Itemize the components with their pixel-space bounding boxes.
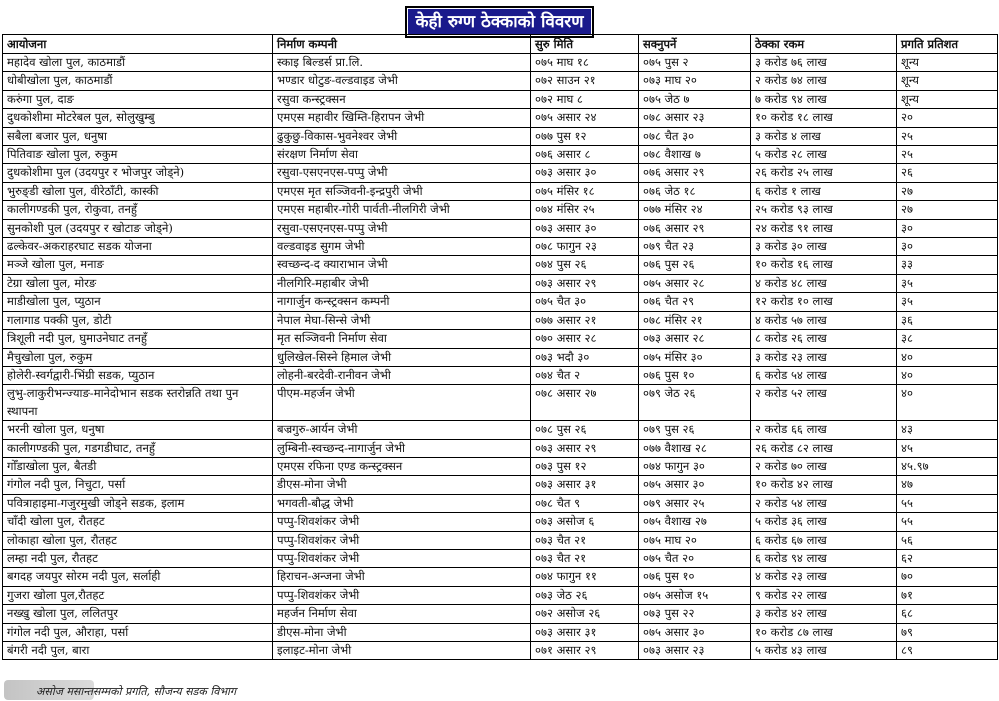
cell-start-date: ०७५ चैत ३० [531, 293, 639, 311]
cell-contract-amount: ३ करोड २३ लाख [751, 348, 897, 366]
cell-contract-amount: २६ करोड ८२ लाख [751, 439, 897, 457]
cell-start-date: ०७४ चैत २ [531, 366, 639, 384]
cell-start-date: ०७३ असार २९ [531, 439, 639, 457]
cell-project: गुजरा खोला पुल,रौतहट [3, 586, 273, 604]
cell-company: भगवती-बौद्ध जेभी [273, 494, 531, 512]
cell-due-date: ०७५ चैत २० [639, 549, 751, 567]
cell-due-date: ०७७ वैशाख २८ [639, 439, 751, 457]
cell-contract-amount: ४ करोड २३ लाख [751, 568, 897, 586]
cell-due-date: ०७५ असार २८ [639, 274, 751, 292]
cell-due-date: ०७५ असार ३० [639, 476, 751, 494]
cell-project: लोकाहा खोला पुल, रौतहट [3, 531, 273, 549]
table-row [3, 127, 998, 145]
cell-start-date: ०७८ चैत ९ [531, 494, 639, 512]
cell-contract-amount: २५ करोड ९३ लाख [751, 201, 897, 219]
cell-company: पप्पु-शिवशंकर जेभी [273, 513, 531, 531]
cell-start-date: ०७३ जेठ २६ [531, 586, 639, 604]
cell-company: एमएस महाबीर-गोरी पार्वती-नीलगिरी जेभी [273, 201, 531, 219]
cell-progress-percent: शून्य [897, 72, 998, 90]
cell-due-date: ०७६ असार २९ [639, 219, 751, 237]
cell-progress-percent: २५ [897, 127, 998, 145]
cell-progress-percent: २० [897, 109, 998, 127]
table-row [3, 90, 998, 108]
cell-start-date: ०७३ चैत २१ [531, 549, 639, 567]
table-row [3, 293, 998, 311]
cell-contract-amount: ३ करोड ७६ लाख [751, 54, 897, 72]
cell-start-date: ०७४ फागुन ११ [531, 568, 639, 586]
cell-progress-percent: ३० [897, 238, 998, 256]
cell-due-date: ०७६ चैत २९ [639, 293, 751, 311]
cell-contract-amount: ५ करोड ४३ लाख [751, 642, 897, 660]
cell-due-date: ०७५ असार ३० [639, 623, 751, 641]
cell-progress-percent: २७ [897, 182, 998, 200]
cell-company: इलाइट-मोना जेभी [273, 642, 531, 660]
column-header-start-date: सुरु मिति [531, 35, 639, 54]
cell-contract-amount: ३ करोड ४२ लाख [751, 605, 897, 623]
cell-due-date: ०७५ असोज १५ [639, 586, 751, 604]
cell-contract-amount: २६ करोड २५ लाख [751, 164, 897, 182]
cell-project: भुरुङ्डी खोला पुल, वीरेठाँटी, कास्की [3, 182, 273, 200]
table-row [3, 642, 998, 660]
cell-contract-amount: ३ करोड ३० लाख [751, 238, 897, 256]
cell-progress-percent: ८९ [897, 642, 998, 660]
table-row [3, 439, 998, 457]
cell-start-date: ०७८ फागुन २३ [531, 238, 639, 256]
cell-company: हिराचन-अन्जना जेभी [273, 568, 531, 586]
cell-project: त्रिशूली नदी पुल, घुमाउनेघाट तनहुँ [3, 330, 273, 348]
cell-progress-percent: २७ [897, 201, 998, 219]
cell-company: एमएस महावीर खिम्ति-हिरापन जेभी [273, 109, 531, 127]
cell-start-date: ०७३ भदौ ३० [531, 348, 639, 366]
cell-project: नख्खु खोला पुल, ललितपुर [3, 605, 273, 623]
table-row [3, 348, 998, 366]
cell-start-date: ०७३ चैत २१ [531, 531, 639, 549]
cell-contract-amount: १२ करोड १० लाख [751, 293, 897, 311]
cell-company: मृत सञ्जिवनी निर्माण सेवा [273, 330, 531, 348]
cell-project: गलागाड पक्की पुल, डोटी [3, 311, 273, 329]
cell-project: कालीगण्डकी पुल, रोकुवा, तनहुँ [3, 201, 273, 219]
cell-contract-amount: ९ करोड २२ लाख [751, 586, 897, 604]
cell-start-date: ०७१ असार २९ [531, 642, 639, 660]
cell-due-date: ०७३ माघ २० [639, 72, 751, 90]
cell-start-date: ०७४ मंसिर २५ [531, 201, 639, 219]
cell-progress-percent: ३३ [897, 256, 998, 274]
cell-start-date: ०७३ असार ३० [531, 164, 639, 182]
cell-progress-percent: ५५ [897, 513, 998, 531]
cell-progress-percent: ४० [897, 348, 998, 366]
cell-due-date: ०७८ असार २३ [639, 109, 751, 127]
cell-company: नागार्जुन कन्स्ट्रक्सन कम्पनी [273, 293, 531, 311]
cell-project: बगदह जयपुर सोरम नदी पुल, सर्लाही [3, 568, 273, 586]
cell-start-date: ०७३ असार ३० [531, 219, 639, 237]
cell-company: पप्पु-शिवशंकर जेभी [273, 531, 531, 549]
cell-progress-percent: ७१ [897, 586, 998, 604]
table-row [3, 109, 998, 127]
cell-project: मञ्जे खोला पुल, मनाङ [3, 256, 273, 274]
cell-progress-percent: ३६ [897, 311, 998, 329]
table-row [3, 476, 998, 494]
cell-contract-amount: १० करोड १६ लाख [751, 256, 897, 274]
cell-progress-percent: ३० [897, 219, 998, 237]
cell-progress-percent: २६ [897, 164, 998, 182]
cell-company: लुम्बिनी-स्वच्छन्द-नागार्जुन जेभी [273, 439, 531, 457]
cell-due-date: ०७९ चैत २३ [639, 238, 751, 256]
cell-project: गोँडाखोला पुल, बैतडी [3, 457, 273, 475]
cell-start-date: ०७८ असार २७ [531, 385, 639, 421]
table-body [3, 54, 998, 660]
cell-progress-percent: ५५ [897, 494, 998, 512]
cell-project: कालीगण्डकी पुल, गडगडीघाट, तनहुँ [3, 439, 273, 457]
cell-project: होलेरी-स्वर्गद्वारी-भिंग्री सडक, प्युठान [3, 366, 273, 384]
cell-due-date: ०७६ असार २९ [639, 164, 751, 182]
cell-company: वल्डवाइड सुगम जेभी [273, 238, 531, 256]
cell-progress-percent: ४५ [897, 439, 998, 457]
cell-project: महादेव खोला पुल, काठमाडौं [3, 54, 273, 72]
cell-company: बज्रगुरु-आर्यन जेभी [273, 421, 531, 439]
cell-progress-percent: ६२ [897, 549, 998, 567]
cell-contract-amount: २ करोड ६६ लाख [751, 421, 897, 439]
cell-project: सुनकोशी पुल (उदयपुर र खोटाङ जोड्ने) [3, 219, 273, 237]
page-title: केही रुग्ण ठेक्काको विवरण [405, 6, 593, 38]
table-row [3, 568, 998, 586]
table-header-row [3, 35, 998, 54]
cell-project: ढल्केवर-अकराहरघाट सडक योजना [3, 238, 273, 256]
table-row [3, 182, 998, 200]
cell-company: डीएस-मोना जेभी [273, 623, 531, 641]
cell-start-date: ०७५ माघ १८ [531, 54, 639, 72]
table-row [3, 238, 998, 256]
table-row [3, 421, 998, 439]
cell-due-date: ०७६ जेठ १८ [639, 182, 751, 200]
table-row [3, 549, 998, 567]
cell-project: सबैला बजार पुल, धनुषा [3, 127, 273, 145]
cell-progress-percent: ४३ [897, 421, 998, 439]
table-row [3, 494, 998, 512]
cell-contract-amount: ७ करोड ९४ लाख [751, 90, 897, 108]
cell-due-date: ०७८ मंसिर २१ [639, 311, 751, 329]
cell-due-date: ०७६ पुस २६ [639, 256, 751, 274]
table-row [3, 54, 998, 72]
cell-contract-amount: ४ करोड ४८ लाख [751, 274, 897, 292]
cell-due-date: ०७९ असार २५ [639, 494, 751, 512]
cell-start-date: ०७३ असार ३१ [531, 623, 639, 641]
column-header-progress-percent: प्रगति प्रतिशत [897, 35, 998, 54]
table-row [3, 330, 998, 348]
cell-project: गंगोल नदी पुल, निचुटा, पर्सा [3, 476, 273, 494]
cell-project: भरनी खोला पुल, धनुषा [3, 421, 273, 439]
contracts-table [2, 34, 998, 660]
cell-progress-percent: ५६ [897, 531, 998, 549]
cell-contract-amount: २४ करोड ९१ लाख [751, 219, 897, 237]
cell-progress-percent: ३८ [897, 330, 998, 348]
table-row [3, 531, 998, 549]
cell-project: मैचुखोला पुल, रुकुम [3, 348, 273, 366]
column-header-project: आयोजना [3, 35, 273, 54]
table-row [3, 201, 998, 219]
cell-company: रसुवा-एसएनएस-पप्पु जेभी [273, 164, 531, 182]
cell-start-date: ०७६ असार ८ [531, 146, 639, 164]
cell-company: महर्जन निर्माण सेवा [273, 605, 531, 623]
cell-due-date: ०७३ पुस २२ [639, 605, 751, 623]
table-row [3, 513, 998, 531]
cell-project: टेग्रा खोला पुल, मोरङ [3, 274, 273, 292]
cell-progress-percent: शून्य [897, 54, 998, 72]
cell-progress-percent: ७९ [897, 623, 998, 641]
cell-project: धोबीखोला पुल, काठमाडौं [3, 72, 273, 90]
cell-project: गंगोल नदी पुल, औराहा, पर्सा [3, 623, 273, 641]
cell-company: भण्डार धोटुङ-वल्डवाइड जेभी [273, 72, 531, 90]
table-row [3, 605, 998, 623]
cell-progress-percent: ४७ [897, 476, 998, 494]
cell-progress-percent: २५ [897, 146, 998, 164]
cell-start-date: ०७२ साउन २१ [531, 72, 639, 90]
cell-start-date: ०७३ पुस १२ [531, 457, 639, 475]
cell-progress-percent: ७० [897, 568, 998, 586]
source-footnote: असोज मसान्तसम्मको प्रगति, सौजन्य सडक विभाग [36, 685, 237, 698]
cell-due-date: ०७९ जेठ २६ [639, 385, 751, 421]
cell-start-date: ०७३ असोज ६ [531, 513, 639, 531]
cell-company: नेपाल मेघा-सिन्से जेभी [273, 311, 531, 329]
cell-due-date: ०७५ वैशाख २७ [639, 513, 751, 531]
cell-start-date: ०७२ असोज २६ [531, 605, 639, 623]
cell-project: माडीखोला पुल, प्युठान [3, 293, 273, 311]
table-row [3, 72, 998, 90]
cell-due-date: ०७६ पुस १० [639, 568, 751, 586]
table-row [3, 164, 998, 182]
cell-start-date: ०७५ मंसिर १८ [531, 182, 639, 200]
cell-due-date: ०७३ असार २८ [639, 330, 751, 348]
cell-contract-amount: ६ करोड १ लाख [751, 182, 897, 200]
cell-company: रसुवा कन्स्ट्रक्सन [273, 90, 531, 108]
cell-company: स्वच्छन्द-द क्याराभान जेभी [273, 256, 531, 274]
cell-project: लुभु-लाकुरीभन्ज्याङ-मानेदोभान सडक स्तरोन्नति तथा पुन स्थापना [3, 385, 273, 421]
cell-start-date: ०७५ असार २४ [531, 109, 639, 127]
cell-progress-percent: ४० [897, 366, 998, 384]
cell-company: पप्पु-शिवशंकर जेभी [273, 549, 531, 567]
table-row [3, 311, 998, 329]
cell-project: पवित्राहाइमा-गजुरमुखी जोड्ने सडक, इलाम [3, 494, 273, 512]
cell-start-date: ०७२ माघ ८ [531, 90, 639, 108]
cell-due-date: ०७३ असार २३ [639, 642, 751, 660]
cell-project: लम्हा नदी पुल, रौतहट [3, 549, 273, 567]
cell-due-date: ०७८ चैत ३० [639, 127, 751, 145]
cell-contract-amount: १० करोड ८७ लाख [751, 623, 897, 641]
cell-contract-amount: २ करोड ५२ लाख [751, 385, 897, 421]
table-row [3, 457, 998, 475]
table-row [3, 586, 998, 604]
cell-company: पप्पु-शिवशंकर जेभी [273, 586, 531, 604]
cell-contract-amount: ५ करोड ३६ लाख [751, 513, 897, 531]
cell-start-date: ०७४ पुस २६ [531, 256, 639, 274]
cell-progress-percent: ४० [897, 385, 998, 421]
cell-company: एमएस रफिना एण्ड कन्स्ट्रक्सन [273, 457, 531, 475]
table-row [3, 385, 998, 421]
cell-progress-percent: शून्य [897, 90, 998, 108]
cell-contract-amount: ३ करोड ४ लाख [751, 127, 897, 145]
cell-contract-amount: ५ करोड २८ लाख [751, 146, 897, 164]
column-header-contract-amount: ठेक्का रकम [751, 35, 897, 54]
cell-due-date: ०७८ वैशाख ७ [639, 146, 751, 164]
cell-company: नीलगिरि-महाबीर जेभी [273, 274, 531, 292]
cell-due-date: ०७९ पुस २६ [639, 421, 751, 439]
cell-contract-amount: १० करोड ४२ लाख [751, 476, 897, 494]
cell-company: स्काइ बिल्डर्स प्रा.लि. [273, 54, 531, 72]
cell-start-date: ०७३ असार ३१ [531, 476, 639, 494]
cell-company: डीएस-मोना जेभी [273, 476, 531, 494]
cell-project: दुधकोशीमा मोटरेबल पुल, सोलुखुम्बु [3, 109, 273, 127]
cell-start-date: ०७७ असार २१ [531, 311, 639, 329]
cell-due-date: ०७५ मंसिर ३० [639, 348, 751, 366]
cell-start-date: ०७८ पुस २६ [531, 421, 639, 439]
cell-progress-percent: ३५ [897, 274, 998, 292]
column-header-company: निर्माण कम्पनी [273, 35, 531, 54]
table-row [3, 219, 998, 237]
column-header-due-date: सक्नुपर्ने [639, 35, 751, 54]
cell-due-date: ०७७ मंसिर २४ [639, 201, 751, 219]
table-row [3, 366, 998, 384]
cell-company: धुलिखेल-सिस्ने हिमाल जेभी [273, 348, 531, 366]
cell-contract-amount: ४ करोड ५७ लाख [751, 311, 897, 329]
cell-contract-amount: ६ करोड ५४ लाख [751, 366, 897, 384]
cell-company: ढुकुछु-विकास-भुवनेश्वर जेभी [273, 127, 531, 145]
cell-start-date: ०७७ पुस १२ [531, 127, 639, 145]
table-row [3, 274, 998, 292]
cell-company: लोहनी-बरदेवी-रानीवन जेभी [273, 366, 531, 384]
cell-due-date: ०७५ माघ २० [639, 531, 751, 549]
cell-project: चाँदी खोला पुल, रौतहट [3, 513, 273, 531]
cell-contract-amount: ६ करोड ९४ लाख [751, 549, 897, 567]
cell-due-date: ०७६ पुस १० [639, 366, 751, 384]
table-row [3, 623, 998, 641]
cell-contract-amount: ६ करोड ६७ लाख [751, 531, 897, 549]
cell-project: दुधकोशीमा पुल (उदयपुर र भोजपुर जोड्ने) [3, 164, 273, 182]
cell-contract-amount: १० करोड १८ लाख [751, 109, 897, 127]
cell-project: बंगरी नदी पुल, बारा [3, 642, 273, 660]
cell-contract-amount: २ करोड ७० लाख [751, 457, 897, 475]
cell-due-date: ०७४ फागुन ३० [639, 457, 751, 475]
cell-progress-percent: ६८ [897, 605, 998, 623]
cell-project: करुंगा पुल, दाङ [3, 90, 273, 108]
table-row [3, 256, 998, 274]
cell-contract-amount: ८ करोड २६ लाख [751, 330, 897, 348]
cell-progress-percent: ४५.९७ [897, 457, 998, 475]
cell-due-date: ०७५ पुस २ [639, 54, 751, 72]
cell-start-date: ०७० असार २८ [531, 330, 639, 348]
table-row [3, 146, 998, 164]
cell-progress-percent: ३५ [897, 293, 998, 311]
cell-start-date: ०७३ असार २९ [531, 274, 639, 292]
cell-company: पीएम-महर्जन जेभी [273, 385, 531, 421]
cell-project: पितिवाङ खोला पुल, रुकुम [3, 146, 273, 164]
cell-company: एमएस मृत सञ्जिवनी-इन्द्रपुरी जेभी [273, 182, 531, 200]
cell-due-date: ०७५ जेठ ७ [639, 90, 751, 108]
cell-contract-amount: २ करोड ५४ लाख [751, 494, 897, 512]
cell-company: संरक्षण निर्माण सेवा [273, 146, 531, 164]
cell-company: रसुवा-एसएनएस-पप्पु जेभी [273, 219, 531, 237]
cell-contract-amount: २ करोड ७४ लाख [751, 72, 897, 90]
